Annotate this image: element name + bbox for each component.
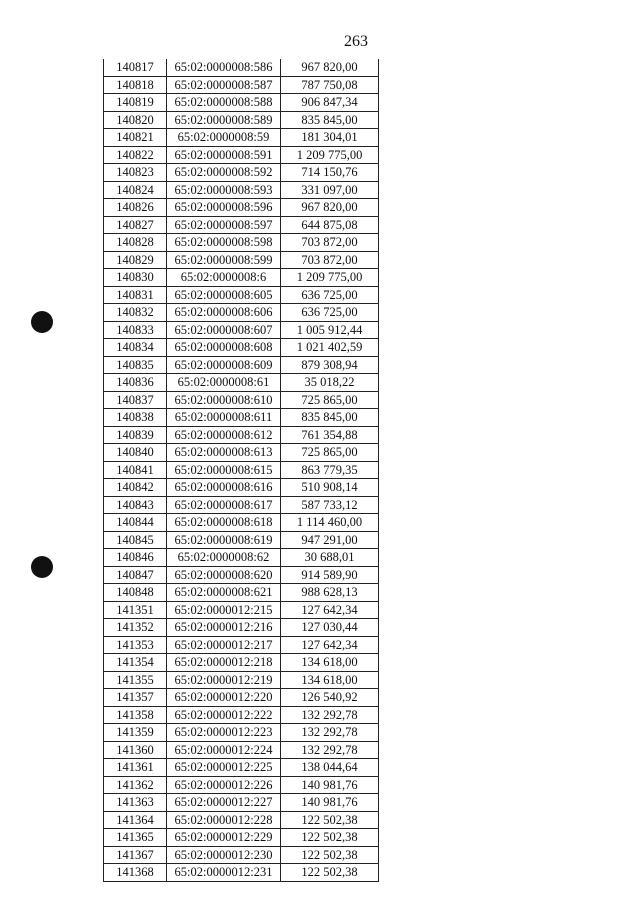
table-row [104, 811, 379, 829]
cadastral-number-cell: 65:02:0000012:220 [167, 689, 281, 707]
cadastral-number-cell: 65:02:0000008:587 [167, 76, 281, 94]
table-row [104, 374, 379, 392]
cadastral-number-cell: 65:02:0000008:593 [167, 181, 281, 199]
row-number-cell: 140831 [104, 286, 167, 304]
table-row [104, 391, 379, 409]
value-cell: 967 820,00 [281, 199, 379, 217]
row-number-cell: 140820 [104, 111, 167, 129]
cadastral-number-cell: 65:02:0000012:227 [167, 794, 281, 812]
table-row [104, 286, 379, 304]
row-number-cell: 140826 [104, 199, 167, 217]
cadastral-number-cell: 65:02:0000012:228 [167, 811, 281, 829]
row-number-cell: 141361 [104, 759, 167, 777]
row-number-cell: 140834 [104, 339, 167, 357]
value-cell: 122 502,38 [281, 864, 379, 882]
table-row [104, 846, 379, 864]
row-number-cell: 140840 [104, 444, 167, 462]
cadastral-number-cell: 65:02:0000008:621 [167, 584, 281, 602]
table-row [104, 549, 379, 567]
row-number-cell: 140838 [104, 409, 167, 427]
table-row [104, 619, 379, 637]
row-number-cell: 141367 [104, 846, 167, 864]
value-cell: 703 872,00 [281, 234, 379, 252]
value-cell: 761 354,88 [281, 426, 379, 444]
row-number-cell: 140848 [104, 584, 167, 602]
cadastral-number-cell: 65:02:0000012:215 [167, 601, 281, 619]
value-cell: 122 502,38 [281, 846, 379, 864]
value-cell: 835 845,00 [281, 111, 379, 129]
cadastral-number-cell: 65:02:0000008:613 [167, 444, 281, 462]
table-row [104, 601, 379, 619]
cadastral-number-cell: 65:02:0000008:589 [167, 111, 281, 129]
row-number-cell: 140824 [104, 181, 167, 199]
cadastral-number-cell: 65:02:0000008:617 [167, 496, 281, 514]
table-row [104, 724, 379, 742]
value-cell: 947 291,00 [281, 531, 379, 549]
table-row [104, 356, 379, 374]
row-number-cell: 141363 [104, 794, 167, 812]
value-cell: 636 725,00 [281, 286, 379, 304]
cadastral-number-cell: 65:02:0000012:217 [167, 636, 281, 654]
cadastral-number-cell: 65:02:0000008:61 [167, 374, 281, 392]
cadastral-number-cell: 65:02:0000008:597 [167, 216, 281, 234]
row-number-cell: 141351 [104, 601, 167, 619]
table-row [104, 741, 379, 759]
table-row [104, 566, 379, 584]
value-cell: 181 304,01 [281, 129, 379, 147]
value-cell: 331 097,00 [281, 181, 379, 199]
table-row [104, 321, 379, 339]
value-cell: 787 750,08 [281, 76, 379, 94]
table-row [104, 794, 379, 812]
row-number-cell: 140817 [104, 59, 167, 76]
table-row [104, 864, 379, 882]
cadastral-number-cell: 65:02:0000008:607 [167, 321, 281, 339]
table-row [104, 671, 379, 689]
cadastral-number-cell: 65:02:0000008:612 [167, 426, 281, 444]
cadastral-number-cell: 65:02:0000012:216 [167, 619, 281, 637]
row-number-cell: 140822 [104, 146, 167, 164]
row-number-cell: 140821 [104, 129, 167, 147]
row-number-cell: 140846 [104, 549, 167, 567]
cadastral-number-cell: 65:02:0000012:224 [167, 741, 281, 759]
cadastral-number-cell: 65:02:0000008:586 [167, 59, 281, 76]
value-cell: 132 292,78 [281, 724, 379, 742]
table-row [104, 426, 379, 444]
value-cell: 906 847,34 [281, 94, 379, 112]
cadastral-number-cell: 65:02:0000008:606 [167, 304, 281, 322]
cadastral-number-cell: 65:02:0000008:610 [167, 391, 281, 409]
table-row [104, 829, 379, 847]
value-cell: 132 292,78 [281, 706, 379, 724]
value-cell: 863 779,35 [281, 461, 379, 479]
page-number: 263 [344, 33, 368, 50]
cadastral-number-cell: 65:02:0000008:599 [167, 251, 281, 269]
value-cell: 835 845,00 [281, 409, 379, 427]
table-row [104, 304, 379, 322]
cadastral-number-cell: 65:02:0000008:62 [167, 549, 281, 567]
value-cell: 587 733,12 [281, 496, 379, 514]
row-number-cell: 140847 [104, 566, 167, 584]
table-row [104, 584, 379, 602]
table-row [104, 444, 379, 462]
table-row [104, 409, 379, 427]
value-cell: 140 981,76 [281, 776, 379, 794]
row-number-cell: 140843 [104, 496, 167, 514]
cadastral-number-cell: 65:02:0000012:231 [167, 864, 281, 882]
table-row [104, 216, 379, 234]
row-number-cell: 140841 [104, 461, 167, 479]
row-number-cell: 141353 [104, 636, 167, 654]
value-cell: 988 628,13 [281, 584, 379, 602]
cadastral-number-cell: 65:02:0000008:619 [167, 531, 281, 549]
row-number-cell: 140837 [104, 391, 167, 409]
row-number-cell: 140839 [104, 426, 167, 444]
table-body [104, 59, 379, 881]
value-cell: 725 865,00 [281, 391, 379, 409]
table-row [104, 146, 379, 164]
cadastral-number-cell: 65:02:0000008:620 [167, 566, 281, 584]
table-row [104, 111, 379, 129]
cadastral-number-cell: 65:02:0000012:218 [167, 654, 281, 672]
row-number-cell: 140828 [104, 234, 167, 252]
value-cell: 140 981,76 [281, 794, 379, 812]
value-cell: 703 872,00 [281, 251, 379, 269]
value-cell: 127 030,44 [281, 619, 379, 637]
row-number-cell: 141362 [104, 776, 167, 794]
value-cell: 122 502,38 [281, 829, 379, 847]
value-cell: 134 618,00 [281, 654, 379, 672]
row-number-cell: 140829 [104, 251, 167, 269]
cadastral-number-cell: 65:02:0000008:592 [167, 164, 281, 182]
row-number-cell: 141352 [104, 619, 167, 637]
table-row [104, 461, 379, 479]
cadastral-number-cell: 65:02:0000008:588 [167, 94, 281, 112]
cadastral-number-cell: 65:02:0000012:226 [167, 776, 281, 794]
cadastral-number-cell: 65:02:0000008:615 [167, 461, 281, 479]
cadastral-number-cell: 65:02:0000008:616 [167, 479, 281, 497]
table-row [104, 164, 379, 182]
row-number-cell: 141364 [104, 811, 167, 829]
cadastral-number-cell: 65:02:0000012:222 [167, 706, 281, 724]
row-number-cell: 140819 [104, 94, 167, 112]
table-row [104, 76, 379, 94]
table-row [104, 759, 379, 777]
cadastral-number-cell: 65:02:0000008:59 [167, 129, 281, 147]
cadastral-number-cell: 65:02:0000012:219 [167, 671, 281, 689]
row-number-cell: 140832 [104, 304, 167, 322]
cadastral-number-cell: 65:02:0000008:591 [167, 146, 281, 164]
value-cell: 1 021 402,59 [281, 339, 379, 357]
table-row [104, 776, 379, 794]
cadastral-number-cell: 65:02:0000008:6 [167, 269, 281, 287]
value-cell: 127 642,34 [281, 636, 379, 654]
cadastral-number-cell: 65:02:0000008:596 [167, 199, 281, 217]
row-number-cell: 140842 [104, 479, 167, 497]
cadastral-number-cell: 65:02:0000008:609 [167, 356, 281, 374]
value-cell: 122 502,38 [281, 811, 379, 829]
row-number-cell: 141358 [104, 706, 167, 724]
table-row [104, 636, 379, 654]
table-row [104, 129, 379, 147]
punch-hole [31, 556, 53, 578]
table-row [104, 181, 379, 199]
row-number-cell: 140836 [104, 374, 167, 392]
row-number-cell: 140827 [104, 216, 167, 234]
value-cell: 644 875,08 [281, 216, 379, 234]
row-number-cell: 140844 [104, 514, 167, 532]
table-row [104, 531, 379, 549]
cadastral-number-cell: 65:02:0000008:598 [167, 234, 281, 252]
cadastral-number-cell: 65:02:0000012:225 [167, 759, 281, 777]
row-number-cell: 141360 [104, 741, 167, 759]
row-number-cell: 140823 [104, 164, 167, 182]
value-cell: 132 292,78 [281, 741, 379, 759]
row-number-cell: 140833 [104, 321, 167, 339]
row-number-cell: 140845 [104, 531, 167, 549]
cadastral-number-cell: 65:02:0000008:605 [167, 286, 281, 304]
table-row [104, 514, 379, 532]
value-cell: 30 688,01 [281, 549, 379, 567]
value-cell: 1 209 775,00 [281, 269, 379, 287]
row-number-cell: 140835 [104, 356, 167, 374]
table-row [104, 339, 379, 357]
table-row [104, 59, 379, 76]
value-cell: 879 308,94 [281, 356, 379, 374]
row-number-cell: 141354 [104, 654, 167, 672]
data-table [103, 59, 379, 882]
table-row [104, 654, 379, 672]
cadastral-number-cell: 65:02:0000012:223 [167, 724, 281, 742]
row-number-cell: 140818 [104, 76, 167, 94]
row-number-cell: 141365 [104, 829, 167, 847]
cadastral-number-cell: 65:02:0000008:618 [167, 514, 281, 532]
table-row [104, 94, 379, 112]
value-cell: 510 908,14 [281, 479, 379, 497]
value-cell: 127 642,34 [281, 601, 379, 619]
value-cell: 138 044,64 [281, 759, 379, 777]
row-number-cell: 140830 [104, 269, 167, 287]
value-cell: 35 018,22 [281, 374, 379, 392]
row-number-cell: 141355 [104, 671, 167, 689]
value-cell: 725 865,00 [281, 444, 379, 462]
cadastral-number-cell: 65:02:0000012:230 [167, 846, 281, 864]
value-cell: 714 150,76 [281, 164, 379, 182]
table-row [104, 269, 379, 287]
table-row [104, 199, 379, 217]
table-row [104, 706, 379, 724]
row-number-cell: 141357 [104, 689, 167, 707]
row-number-cell: 141359 [104, 724, 167, 742]
value-cell: 914 589,90 [281, 566, 379, 584]
value-cell: 967 820,00 [281, 59, 379, 76]
table-row [104, 496, 379, 514]
value-cell: 1 005 912,44 [281, 321, 379, 339]
punch-hole [31, 311, 53, 333]
value-cell: 636 725,00 [281, 304, 379, 322]
table-row [104, 689, 379, 707]
table-row [104, 251, 379, 269]
row-number-cell: 141368 [104, 864, 167, 882]
table-row [104, 479, 379, 497]
cadastral-number-cell: 65:02:0000008:611 [167, 409, 281, 427]
value-cell: 126 540,92 [281, 689, 379, 707]
table-row [104, 234, 379, 252]
cadastral-number-cell: 65:02:0000012:229 [167, 829, 281, 847]
value-cell: 134 618,00 [281, 671, 379, 689]
value-cell: 1 114 460,00 [281, 514, 379, 532]
cadastral-number-cell: 65:02:0000008:608 [167, 339, 281, 357]
value-cell: 1 209 775,00 [281, 146, 379, 164]
